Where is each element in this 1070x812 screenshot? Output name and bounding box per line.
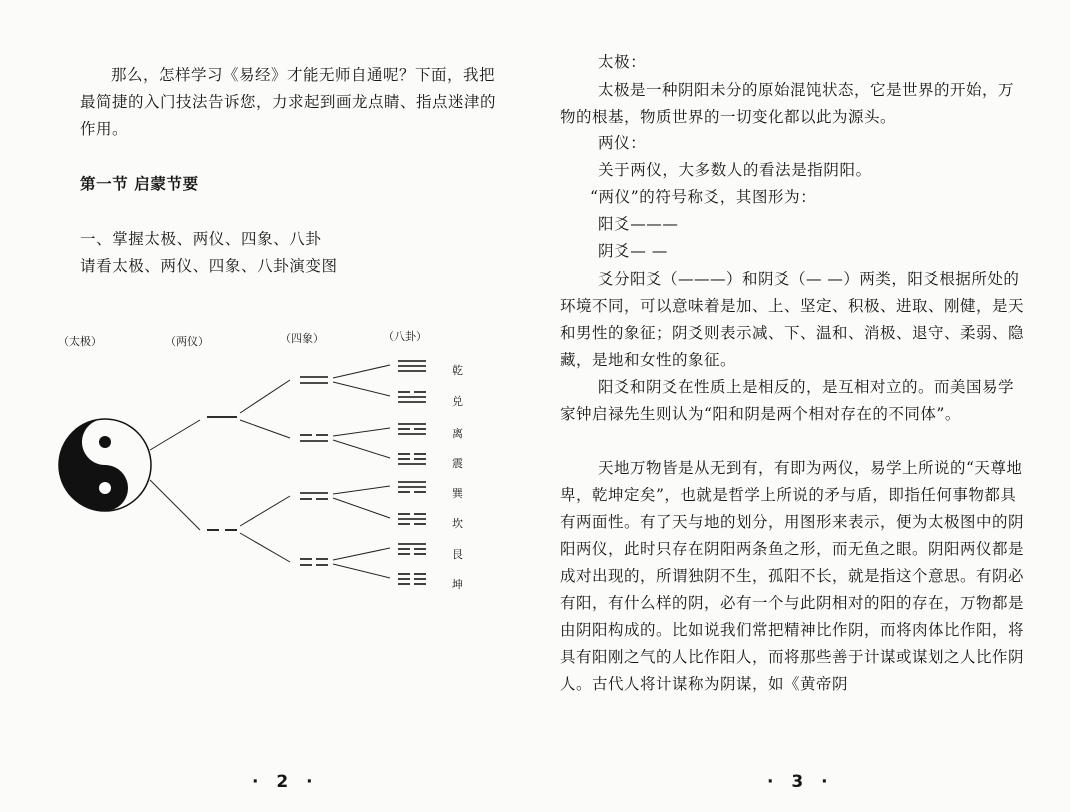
- bagua-trigram-symbols: [398, 361, 426, 584]
- label-bagua: （八卦）: [383, 330, 427, 343]
- subsection-heading: 一、掌握太极、两仪、四象、八卦: [80, 230, 322, 248]
- evolution-diagram: [50, 350, 470, 600]
- page-number-left: · 2 ·: [252, 772, 319, 792]
- trigram-kun: 坤: [452, 578, 463, 591]
- yin-yao-line: 阴爻— —: [598, 242, 668, 260]
- paragraph-yao-types: 爻分阳爻（———）和阴爻（— —）两类，阳爻根据所处的环境不同，可以意味着是加、上、坚定、积极、进取、刚健，是天和男性的象征；阴爻则表示减、下、温和、消极、退守、柔弱、隐藏，是地和女性的象征。: [560, 270, 1025, 369]
- intro-paragraph: 那么，怎样学习《易经》才能无师自通呢？下面，我把最简捷的入门技法告诉您，力求起到画龙点睛、指点迷津的作用。: [80, 66, 497, 138]
- page-number-right: · 3 ·: [767, 772, 834, 792]
- yin-yang-icon: [59, 419, 151, 511]
- trigram-dui: 兑: [452, 395, 463, 408]
- label-taiji: （太极）: [58, 335, 102, 348]
- paragraph-heaven-earth: 天地万物皆是从无到有，有即为两仪，易学上所说的“天尊地卑，乾坤定矣”，也就是哲学上所说的矛与盾，即指任何事物都具有两面性。有了天与地的划分，用图形来表示，便为太极图中的阴阳两仪，此时只存在阴阳两条鱼之形，而无鱼之眼。阴阳两仪都是成对出现的，所谓独阴不生，孤阳不长，就是指这个意思。有阴必有阳，有什么样的阴，必有一个与此阴相对的阳的存在，万物都是由阴阳构成的。比如说我们常把精神比作阴，而将肉体比作阳，将具有阳刚之气的人比作阳人，而将那些善于计谋或谋划之人比作阴人。古代人将计谋称为阴谋，如《黄帝阴: [560, 459, 1025, 693]
- trigram-gen: 艮: [452, 548, 463, 561]
- section-title: 第一节 启蒙节要: [80, 174, 199, 193]
- trigram-li: 离: [452, 427, 463, 440]
- trigram-kan: 坎: [452, 517, 463, 530]
- sixiang-symbols: [300, 377, 328, 565]
- liangyi-view: 关于两仪，大多数人的看法是指阴阳。: [598, 161, 872, 179]
- trigram-qian: 乾: [452, 364, 463, 377]
- paragraph-opposition: 阳爻和阴爻在性质上是相反的，是互相对立的。而美国易学家钟启禄先生则认为“阳和阴是两个相对存在的不同体”。: [560, 378, 1015, 423]
- label-liangyi: （两仪）: [165, 335, 209, 348]
- heading-taiji: 太极：: [598, 53, 647, 71]
- heading-liangyi: 两仪：: [598, 134, 647, 152]
- right-page: [535, 0, 1070, 812]
- paragraph-taiji: 太极是一种阴阳未分的原始混饨状态，它是世界的开始，万物的根基，物质世界的一切变化都以此为源头。: [560, 81, 1015, 126]
- diagram-instruction: 请看太极、两仪、四象、八卦演变图: [80, 257, 338, 275]
- trigram-zhen: 震: [452, 457, 463, 470]
- yang-yao-line: 阳爻———: [598, 215, 679, 233]
- trigram-xun: 巽: [452, 487, 463, 500]
- liangyi-symbol-intro: “两仪”的符号称爻，其图形为：: [590, 188, 817, 206]
- label-sixiang: （四象）: [280, 332, 324, 345]
